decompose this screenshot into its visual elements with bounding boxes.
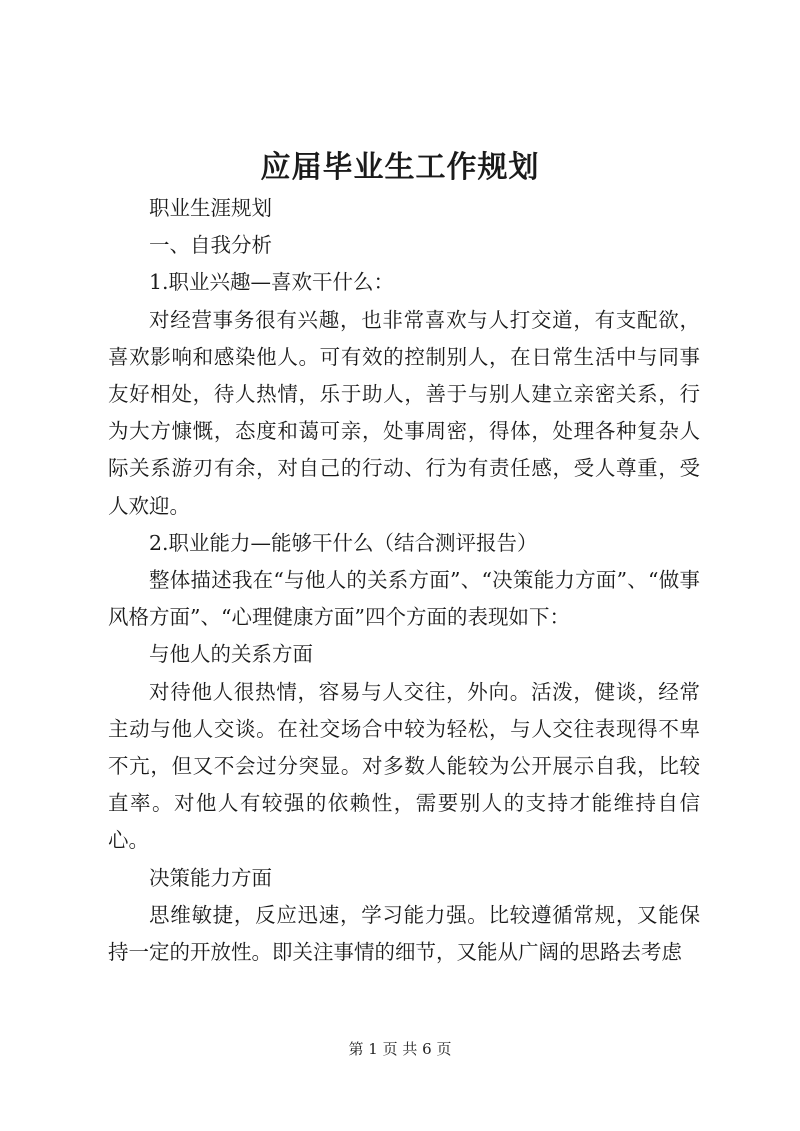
subheading-decision-making: 决策能力方面: [149, 865, 272, 890]
subheading-career-interest: 1.职业兴趣—喜欢干什么：: [149, 270, 395, 295]
paragraph-decision-making: 思维敏捷，反应迅速，学习能力强。比较遵循常规，又能保持一定的开放性。即关注事情的细节，又能从广阔的思路去考虑: [108, 902, 700, 965]
document-body: [108, 190, 700, 971]
document-title: 应届毕业生工作规划: [260, 150, 540, 185]
paragraph-relationships: 对待他人很热情，容易与人交往，外向。活泼，健谈，经常主动与他人交谈。在社交场合中较为轻松，与人交往表现得不卑不亢，但又不会过分突显。对多数人能较为公开展示自我，比较直率。对他人有较强的依赖性，需要别人的支持才能维持自信心。: [108, 679, 700, 853]
section-heading-self-analysis: 一、自我分析: [149, 233, 272, 258]
paragraph-overall-description: 整体描述我在“与他人的关系方面”、“决策能力方面”、“做事风格方面”、“心理健康方面”四个方面的表现如下：: [108, 568, 700, 630]
paragraph-interest-description: 对经营事务很有兴趣，也非常喜欢与人打交道，有支配欲，喜欢影响和感染他人。可有效的控制别人，在日常生活中与同事友好相处，待人热情，乐于助人，善于与别人建立亲密关系，行为大方慷慨，态度和蔼可亲，处事周密，得体，处理各种复杂人际关系游刃有余，对自己的行动、行为有责任感，受人尊重，受人欢迎。: [108, 307, 700, 518]
subheading-career-ability: 2.职业能力—能够干什么（结合测评报告）: [149, 530, 538, 555]
page-footer: 第 1 页 共 6 页: [348, 1040, 452, 1058]
paragraph-career-planning: 职业生涯规划: [149, 196, 272, 220]
subheading-relationships: 与他人的关系方面: [149, 642, 313, 667]
